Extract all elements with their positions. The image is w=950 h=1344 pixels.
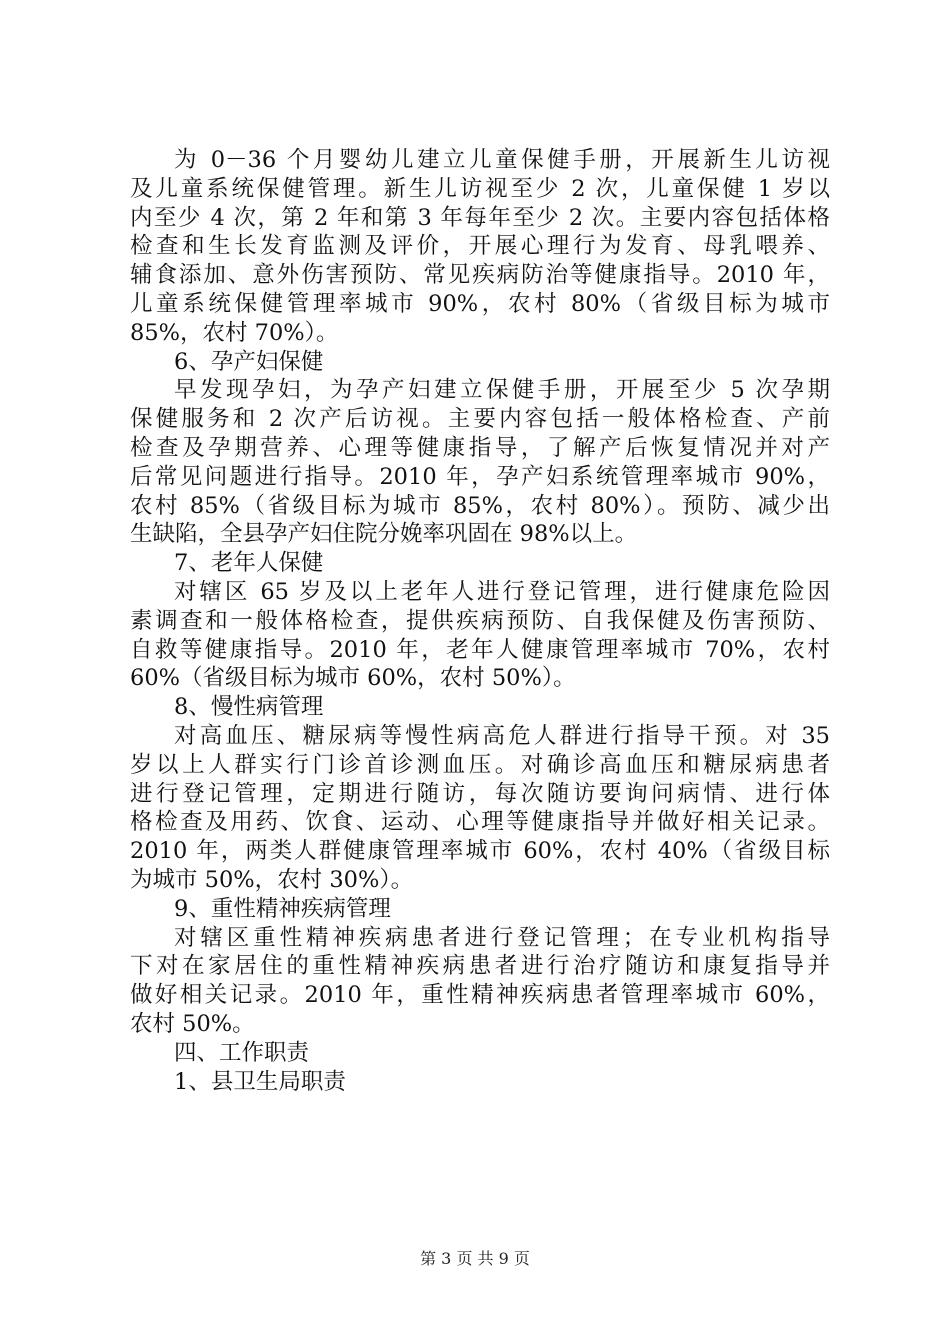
text-line: 内至少 4 次，第 2 年和第 3 年每年至少 2 次。主要内容包括体格 — [130, 204, 830, 231]
text-line: 检查及孕期营养、心理等健康指导，了解产后恢复情况并对产 — [130, 434, 830, 461]
text-line: 早发现孕妇，为孕产妇建立保健手册，开展至少 5 次孕期 — [174, 377, 830, 404]
text-line: 素调查和一般体格检查，提供疾病预防、自我保健及伤害预防、 — [130, 607, 830, 634]
text-line: 农村 85%（省级目标为城市 85%，农村 80%）。预防、减少出 — [130, 492, 830, 519]
text-line: 85%，农村 70%）。 — [130, 319, 339, 346]
text-line: 为 0－36 个月婴幼儿建立儿童保健手册，开展新生儿访视 — [174, 147, 830, 173]
text-line: 做好相关记录。2010 年，重性精神疾病患者管理率城市 60%， — [130, 982, 830, 1009]
text-line: 进行登记管理，定期进行随访，每次随访要询问病情、进行体 — [130, 780, 830, 807]
text-line: 下对在家居住的重性精神疾病患者进行治疗随访和康复指导并 — [130, 953, 830, 980]
text-line: 对辖区重性精神疾病患者进行登记管理；在专业机构指导 — [174, 924, 830, 951]
text-line: 岁以上人群实行门诊首诊测血压。对确诊高血压和糖尿病患者 — [130, 751, 830, 778]
text-line: 格检查及用药、饮食、运动、心理等健康指导并做好相关记录。 — [130, 809, 830, 836]
text-line: 对辖区 65 岁及以上老年人进行登记管理，进行健康危险因 — [174, 578, 830, 605]
body-text — [130, 146, 830, 1096]
text-line: 辅食添加、意外伤害预防、常见疾病防治等健康指导。2010 年， — [130, 262, 830, 289]
text-line: 保健服务和 2 次产后访视。主要内容包括一般体格检查、产前 — [130, 406, 830, 433]
text-line: 60%（省级目标为城市 60%，农村 50%）。 — [130, 665, 576, 692]
text-line: 及儿童系统保健管理。新生儿访视至少 2 次，儿童保健 1 岁以 — [130, 175, 830, 202]
text-line: 7、老年人保健 — [174, 550, 324, 577]
text-line: 儿童系统保健管理率城市 90%，农村 80%（省级目标为城市 — [130, 290, 830, 317]
text-line: 对高血压、糖尿病等慢性病高危人群进行指导干预。对 35 — [174, 722, 830, 749]
text-line: 检查和生长发育监测及评价，开展心理行为发育、母乳喂养、 — [130, 233, 830, 260]
document-page — [130, 146, 830, 1096]
text-line: 8、慢性病管理 — [174, 694, 324, 721]
page-footer: 第 3 页 共 9 页 — [420, 1249, 530, 1268]
text-line: 6、孕产妇保健 — [174, 348, 324, 375]
text-line: 1、县卫生局职责 — [174, 1068, 346, 1095]
text-line: 四、工作职责 — [174, 1039, 310, 1066]
text-line: 9、重性精神疾病管理 — [174, 895, 391, 922]
text-line: 后常见问题进行指导。2010 年，孕产妇系统管理率城市 90%， — [130, 463, 830, 490]
text-line: 农村 50%。 — [130, 1010, 255, 1037]
text-line: 为城市 50%，农村 30%）。 — [130, 866, 414, 893]
text-line: 生缺陷，全县孕产妇住院分娩率巩固在 98%以上。 — [130, 521, 638, 548]
text-line: 自救等健康指导。2010 年，老年人健康管理率城市 70%，农村 — [130, 636, 830, 663]
text-line: 2010 年，两类人群健康管理率城市 60%，农村 40%（省级目标 — [130, 838, 830, 865]
